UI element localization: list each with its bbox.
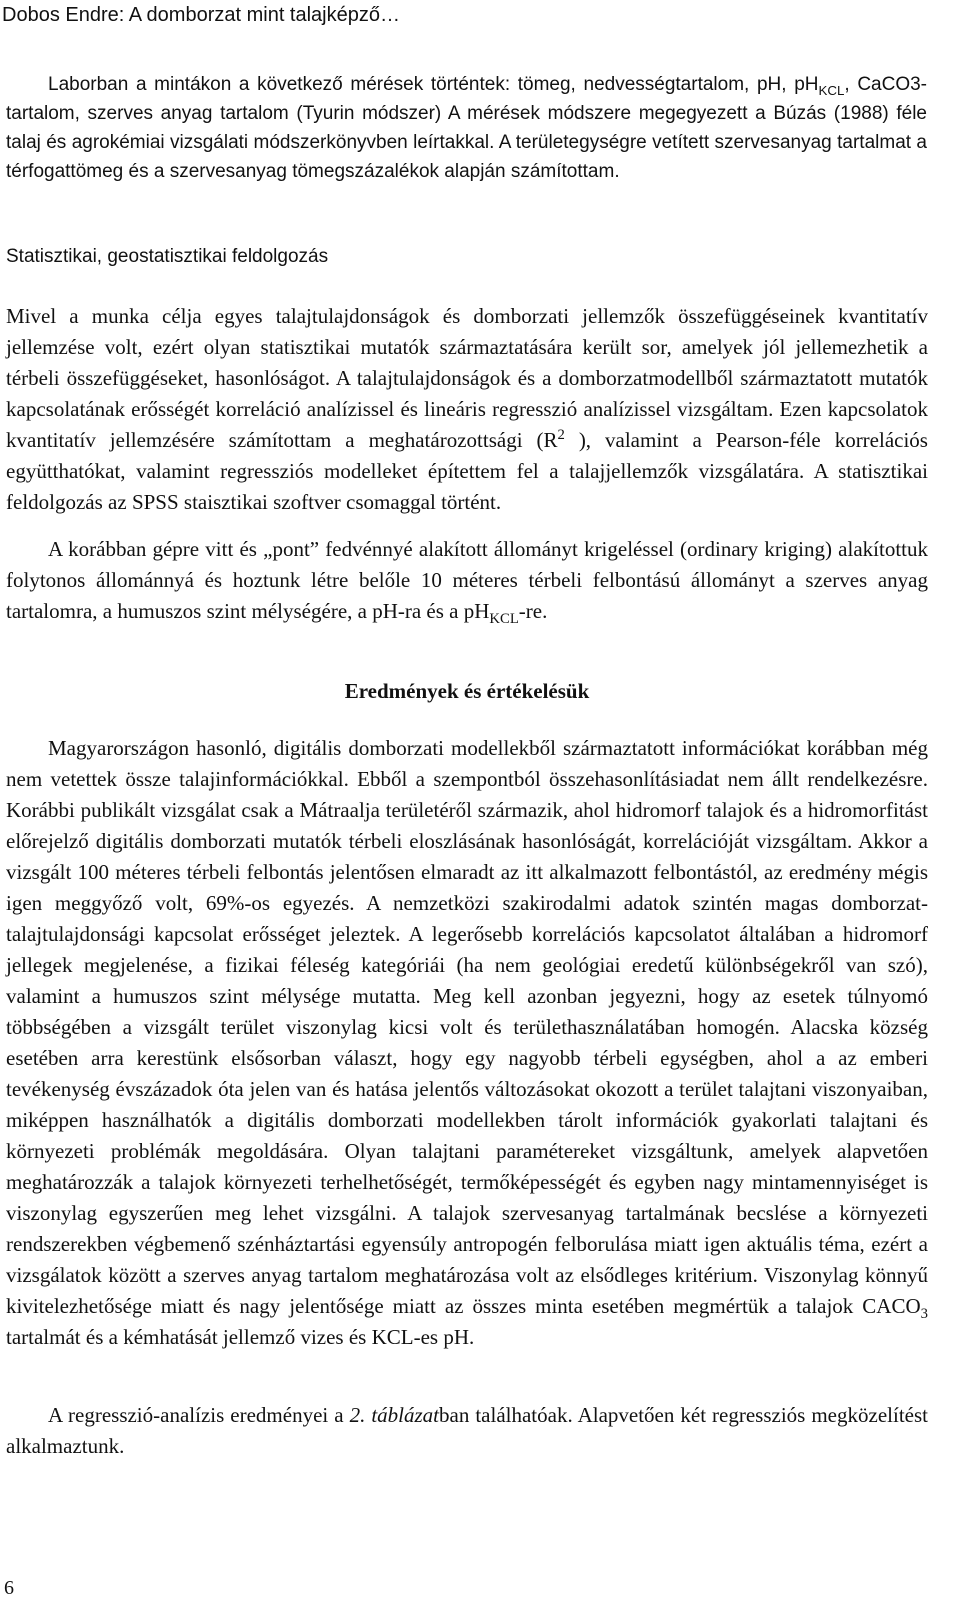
results-paragraph-1	[6, 733, 928, 1353]
table-reference: 2. táblázat	[349, 1403, 440, 1427]
r-squared-superscript: 2	[557, 427, 565, 443]
statistics-paragraph-1	[6, 301, 928, 518]
results-paragraph-2	[6, 1400, 928, 1462]
results-text-2: tartalmát és a kémhatását jellemző vizes és KCL-es pH.	[6, 1325, 475, 1349]
methods-text-1: Laborban a mintákon a következő mérések történtek: tömeg, nedvességtartalom, pH, pH	[48, 74, 819, 95]
methods-paragraph	[6, 70, 927, 186]
section-title-results: Eredmények és értékelésük	[344, 679, 590, 703]
kcl-subscript-2: KCL	[489, 611, 519, 628]
methods-text-2: , CaCO3-tartalom, szerves anyag tartalom (Tyurin módszer) A mérések módszere megegyezett a Búzás (1988) féle talaj és agrokémiai vizsgálati módszerkönyvben leírtakkal. A területegységre vetített szervesanyag tartalmat a térfogattömeg és a szervesanyag tömegszázalékok alapján számítottam.	[6, 74, 927, 182]
stat-text-2: ), valamint a Pearson-féle korrelációs együtthatókat, valamint regressziós modelleket építettem fel a talajjellemzők vizsgálatára. A statisztikai feldolgozás az SPSS staisztikai szoftver csomaggal történt.	[6, 428, 928, 514]
results-text-1: Magyarországon hasonló, digitális domborzati modellekből származtatott információkat korábban még nem vetettek össze talajinformációkkal. Ebből a szempontból összehasonlításiadat nem állt rendelkezésre. Korábbi publikált vizsgálat csak a Mátraalja területéről származik, ahol hidromorf talajok és a hidromorfitást előrejelző digitális domborzati mutatók térbeli eloszlásának hasonlóságát, korrelációját vizsgáltam. Akkor a vizsgált 100 méteres térbeli felbontás jelentősen elmaradt az itt alkalmazott felbontástól, az eredmény mégis igen meggyőző volt, 69%-os egyezés. A nemzetközi szakirodalmi adatok szintén magas domborzat-talajtulajdonsági kapcsolat erősséget jeleztek. A legerősebb korrelációs kapcsolatot általában a hidromorf jellegek megjelenése, a fizikai féleség kategóriái (ha nem geológiai eredetű különbségekről van szó), valamint a humuszos szint mélysége mutatta. Meg kell azonban jegyezni, hogy az esetek túlnyomó többségében a vizsgált terület viszonylag kicsi volt és területhasználatában homogén. Alacska község esetében arra kerestünk elsősorban választ, hogy egy nagyobb térbeli egységben, ahol a az emberi tevékenység évszázadok óta jelen van és hatása jelentős változásokat okozott a terület talajtani viszonyaiban, miképpen használhatók a digitális domborzati modellekben tárolt információk gyakorlati talajtani és környezeti problémák megoldására. Olyan talajtani paramétereket vizsgáltunk, amelyek alapvetően meghatározzák a talajok környezeti terhelhetőségét, termőképességét és egyben nagy mintamennyiséget is viszonylag egyszerűen meg lehet vizsgálni. A talajok szervesanyag tartalmának becslése a környezeti rendszerekben végbemenő szénháztartási egyensúly antropogén felborulása miatt igen aktuális téma, ezért a vizsgálatok között a szerves anyag tartalom meghatározása volt az elsődleges kritérium. Viszonylag könnyű kivitelezhetősége miatt és nagy jelentősége miatt az összes minta esetében megmértük a talajok CACO	[6, 736, 928, 1318]
running-header: Dobos Endre: A domborzat mint talajképző…	[2, 4, 400, 26]
stat-text-3: A korábban gépre vitt és „pont” fedvénnyé alakított állományt krigeléssel (ordinary kriging) alakítottuk folytonos állománnyá és hoztunk létre belőle 10 méteres térbeli felbontású állományt a szerves anyag tartalomra, a humuszos szint mélységére, a pH-ra és a pH	[6, 537, 928, 623]
kcl-subscript: KCL	[818, 82, 845, 98]
section-title-statistics: Statisztikai, geostatisztikai feldolgozás	[6, 246, 329, 267]
stat-text-4: -re.	[518, 599, 548, 623]
results-text-3: A regresszió-analízis eredményei a	[48, 1403, 350, 1427]
caco3-subscript: 3	[920, 1306, 928, 1323]
stat-text-1: Mivel a munka célja egyes talajtulajdonságok és domborzati jellemzők összefüggéseinek kvantitatív jellemzése volt, ezért olyan statisztikai mutatók származtatására került sor, amelyek jól jellemezhetik a térbeli összefüggéseket, hasonlóságot. A talajtulajdonságok és a domborzatmodellből származtatott mutatók kapcsolatának erősségét korreláció analízissel és lineáris regresszió analízissel vizsgáltam. Ezen kapcsolatok kvantitatív jellemzésére számítottam a meghatározottsági (R	[6, 304, 928, 452]
statistics-paragraph-2	[6, 534, 928, 627]
results-text-4: ban találhatóak. Alapvetően két regressziós megközelítést alkalmaztunk.	[6, 1403, 928, 1458]
page-number: 6	[4, 1577, 14, 1599]
